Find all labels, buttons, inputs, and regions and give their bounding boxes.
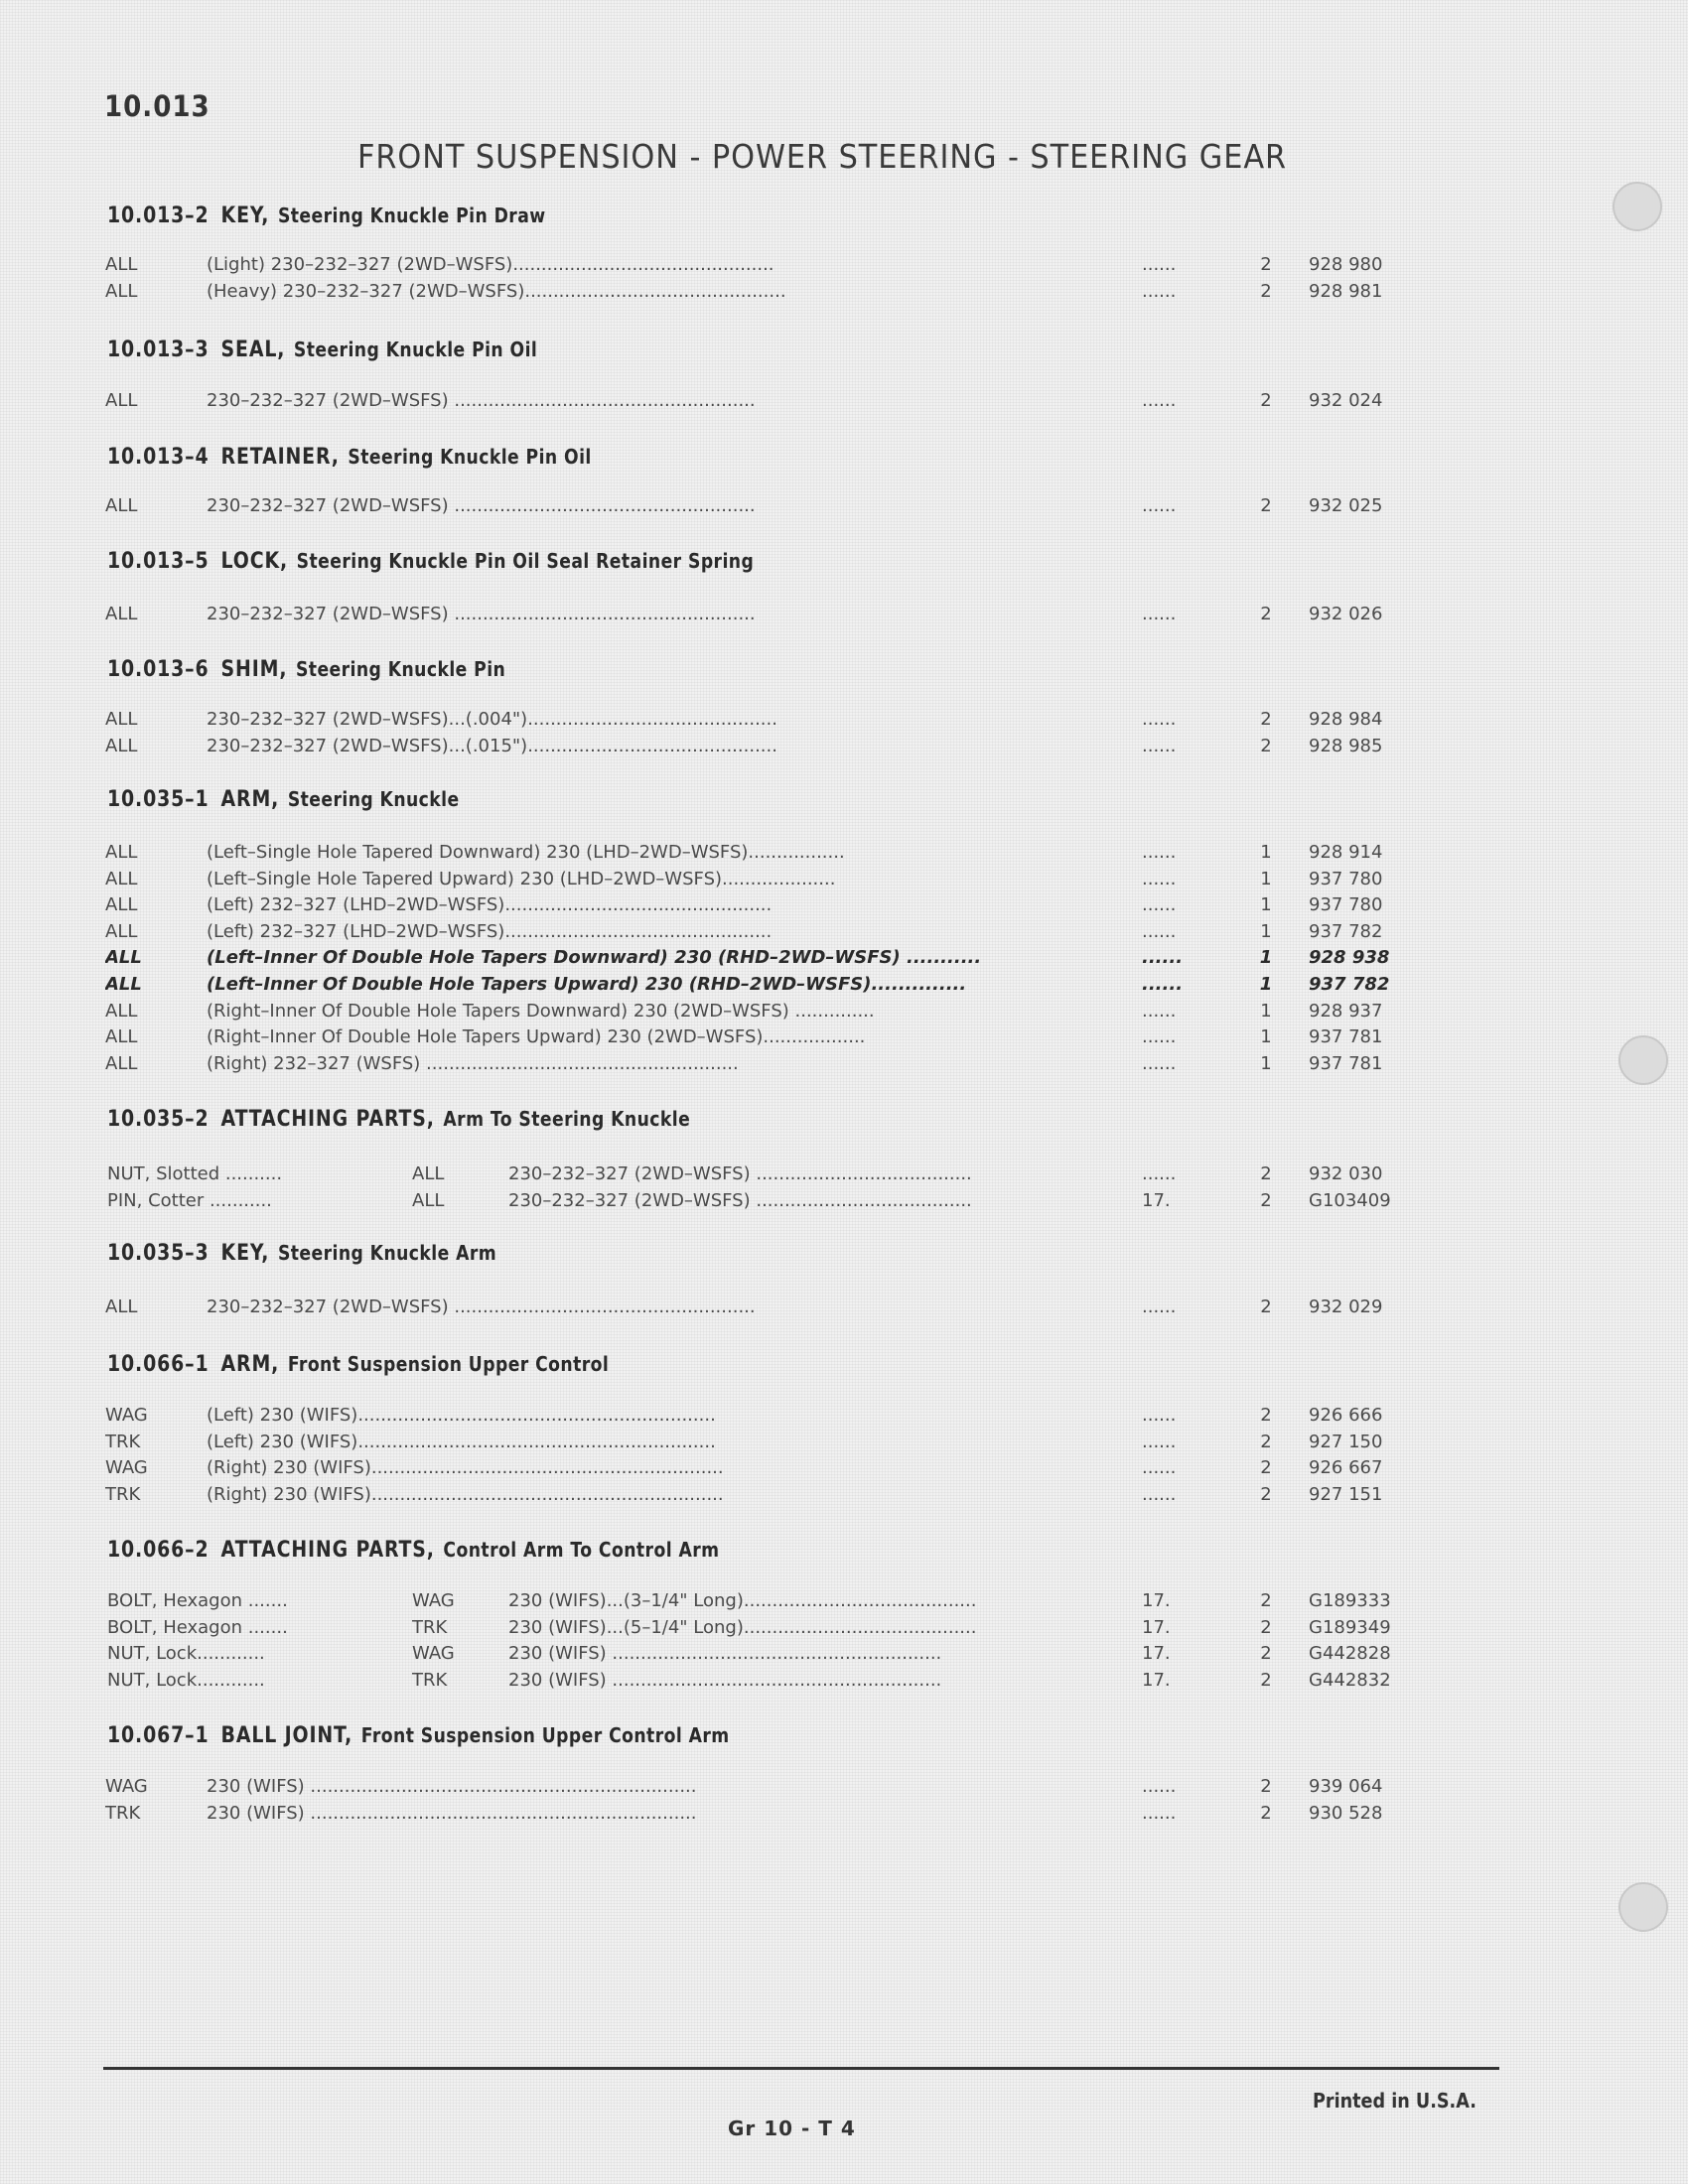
part-number: G442828 bbox=[1309, 1643, 1391, 1665]
part-number: 932 030 bbox=[1309, 1163, 1383, 1184]
quantity: 2 bbox=[1260, 1802, 1272, 1824]
leader-dots: ...... bbox=[1142, 1457, 1177, 1479]
model-code: ALL bbox=[105, 709, 138, 730]
item-description: 230 (WIFS)...(5–1/4" Long)......................................... bbox=[508, 1616, 977, 1638]
section-code: 10.035–3 bbox=[107, 1241, 210, 1266]
leader-dots: ...... bbox=[1142, 1405, 1177, 1426]
parts-row bbox=[0, 974, 1688, 1000]
ref-note: 17. bbox=[1142, 1643, 1171, 1665]
part-number: 926 667 bbox=[1309, 1457, 1383, 1479]
part-number: 927 150 bbox=[1309, 1431, 1383, 1452]
item-description: (Heavy) 230–232–327 (2WD–WSFS).............................................. bbox=[207, 280, 786, 302]
model-code: WAG bbox=[105, 1776, 148, 1797]
part-name: BOLT, Hexagon ....... bbox=[107, 1590, 288, 1611]
printed-in-label: Printed in U.S.A. bbox=[1313, 2089, 1477, 2113]
model-code: ALL bbox=[105, 254, 138, 275]
quantity: 2 bbox=[1260, 1776, 1272, 1797]
section-noun: ATTACHING PARTS, bbox=[220, 1107, 435, 1132]
item-description: (Left–Single Hole Tapered Upward) 230 (LHD–2WD–WSFS).................... bbox=[207, 868, 836, 889]
item-description: (Right) 230 (WIFS).............................................................. bbox=[207, 1457, 724, 1479]
leader-dots: ...... bbox=[1142, 1483, 1177, 1505]
section-noun: LOCK, bbox=[220, 549, 289, 574]
part-number: G189349 bbox=[1309, 1616, 1391, 1638]
part-number: 937 780 bbox=[1309, 894, 1383, 916]
model-code: ALL bbox=[105, 604, 138, 624]
part-name: NUT, Lock............ bbox=[107, 1643, 265, 1665]
section-header bbox=[107, 338, 537, 362]
part-number: 937 782 bbox=[1309, 920, 1383, 942]
item-description: 230–232–327 (2WD–WSFS) ..................................................... bbox=[207, 1297, 756, 1317]
item-description: 230–232–327 (2WD–WSFS) ...................................... bbox=[508, 1189, 972, 1211]
item-description: 230–232–327 (2WD–WSFS) ..................................................... bbox=[207, 495, 756, 516]
parts-row bbox=[0, 1776, 1688, 1802]
leader-dots: ...... bbox=[1142, 1802, 1177, 1824]
section-desc: Steering Knuckle Arm bbox=[277, 1241, 497, 1265]
parts-row bbox=[0, 1163, 1688, 1189]
leader-dots: ...... bbox=[1142, 604, 1177, 624]
parts-row bbox=[0, 1457, 1688, 1483]
section-desc: Steering Knuckle Pin Oil bbox=[293, 338, 538, 361]
leader-dots: ...... bbox=[1142, 868, 1177, 889]
part-number: 932 025 bbox=[1309, 495, 1383, 516]
section-header bbox=[107, 657, 505, 682]
item-description: 230–232–327 (2WD–WSFS) ..................................................... bbox=[207, 390, 756, 411]
section-desc: Steering Knuckle Pin Draw bbox=[277, 204, 546, 227]
leader-dots: ...... bbox=[1142, 735, 1177, 756]
section-code: 10.066–1 bbox=[107, 1352, 210, 1377]
model-code: ALL bbox=[105, 894, 138, 916]
part-number: 937 781 bbox=[1309, 1052, 1383, 1074]
leader-dots: ...... bbox=[1142, 1431, 1177, 1452]
section-noun: SEAL, bbox=[220, 338, 286, 362]
section-desc: Front Suspension Upper Control Arm bbox=[360, 1723, 730, 1747]
item-description: (Left) 232–327 (LHD–2WD–WSFS)............................................... bbox=[207, 894, 773, 916]
section-header bbox=[107, 1723, 730, 1748]
part-number: 928 981 bbox=[1309, 280, 1383, 302]
item-description: 230 (WIFS) .......................................................... bbox=[508, 1669, 942, 1691]
parts-row bbox=[0, 254, 1688, 280]
section-code: 10.067–1 bbox=[107, 1723, 210, 1748]
page-title: FRONT SUSPENSION - POWER STEERING - STEERING GEAR bbox=[357, 137, 1288, 176]
part-name: NUT, Lock............ bbox=[107, 1669, 265, 1691]
parts-row bbox=[0, 947, 1688, 973]
footer-rule bbox=[103, 2067, 1499, 2070]
item-description: 230–232–327 (2WD–WSFS) ..................................................... bbox=[207, 604, 756, 624]
quantity: 2 bbox=[1260, 1457, 1272, 1479]
parts-row bbox=[0, 1670, 1688, 1696]
quantity: 2 bbox=[1260, 1669, 1272, 1691]
part-number: 928 984 bbox=[1309, 709, 1383, 730]
section-desc: Control Arm To Control Arm bbox=[443, 1538, 720, 1562]
section-code: 10.066–2 bbox=[107, 1538, 210, 1563]
parts-row bbox=[0, 390, 1688, 416]
part-number: 928 985 bbox=[1309, 735, 1383, 756]
section-code: 10.013–3 bbox=[107, 338, 210, 362]
model-code: WAG bbox=[105, 1457, 148, 1479]
quantity: 1 bbox=[1260, 1000, 1272, 1022]
quantity: 1 bbox=[1260, 920, 1272, 942]
model-code: ALL bbox=[105, 868, 138, 889]
leader-dots: ...... bbox=[1142, 254, 1177, 275]
part-number: 927 151 bbox=[1309, 1483, 1383, 1505]
leader-dots: ...... bbox=[1142, 894, 1177, 916]
ref-note: 17. bbox=[1142, 1590, 1171, 1611]
ref-note: 17. bbox=[1142, 1616, 1171, 1638]
quantity: 1 bbox=[1259, 974, 1273, 995]
quantity: 2 bbox=[1260, 1643, 1272, 1665]
group-page-label: Gr 10 - T 4 bbox=[728, 2116, 856, 2140]
parts-row bbox=[0, 1617, 1688, 1643]
section-code: 10.013–4 bbox=[107, 445, 210, 470]
leader-dots: ...... bbox=[1142, 920, 1177, 942]
item-description: (Left–Inner Of Double Hole Tapers Upward) 230 (RHD–2WD–WSFS).............. bbox=[207, 974, 967, 995]
page-number: 10.013 bbox=[104, 89, 211, 123]
section-header bbox=[107, 1352, 609, 1377]
model-code: ALL bbox=[105, 920, 138, 942]
binder-hole-top bbox=[1613, 182, 1662, 231]
parts-row bbox=[0, 495, 1688, 521]
model-code: ALL bbox=[412, 1163, 445, 1184]
parts-row bbox=[0, 1803, 1688, 1829]
part-number: 937 781 bbox=[1309, 1026, 1383, 1048]
item-description: (Right) 232–327 (WSFS) ....................................................... bbox=[207, 1052, 739, 1074]
part-number: 930 528 bbox=[1309, 1802, 1383, 1824]
model-code: ALL bbox=[105, 947, 142, 969]
leader-dots: ...... bbox=[1142, 709, 1177, 730]
leader-dots: ...... bbox=[1142, 280, 1177, 302]
section-code: 10.035–1 bbox=[107, 787, 210, 812]
item-description: (Light) 230–232–327 (2WD–WSFS).............................................. bbox=[207, 254, 774, 275]
model-code: ALL bbox=[105, 1052, 138, 1074]
quantity: 2 bbox=[1260, 1189, 1272, 1211]
quantity: 1 bbox=[1260, 868, 1272, 889]
parts-row bbox=[0, 604, 1688, 629]
model-code: WAG bbox=[412, 1590, 455, 1611]
item-description: 230–232–327 (2WD–WSFS)...(.004")............................................ bbox=[207, 709, 777, 730]
model-code: ALL bbox=[105, 1026, 138, 1048]
section-code: 10.013–2 bbox=[107, 204, 210, 228]
section-header bbox=[107, 204, 546, 228]
model-code: WAG bbox=[105, 1405, 148, 1426]
leader-dots: ...... bbox=[1142, 1297, 1177, 1317]
item-description: 230 (WIFS) .......................................................... bbox=[508, 1643, 942, 1665]
quantity: 1 bbox=[1260, 1052, 1272, 1074]
parts-row bbox=[0, 869, 1688, 894]
quantity: 2 bbox=[1260, 254, 1272, 275]
item-description: (Right) 230 (WIFS).............................................................. bbox=[207, 1483, 724, 1505]
ref-note: ...... bbox=[1142, 1163, 1177, 1184]
parts-row bbox=[0, 1432, 1688, 1457]
model-code: ALL bbox=[105, 280, 138, 302]
quantity: 2 bbox=[1260, 1483, 1272, 1505]
part-number: 928 937 bbox=[1309, 1000, 1383, 1022]
leader-dots: ...... bbox=[1142, 390, 1177, 411]
part-number: 937 780 bbox=[1309, 868, 1383, 889]
quantity: 2 bbox=[1260, 1163, 1272, 1184]
section-noun: RETAINER, bbox=[220, 445, 340, 470]
section-noun: ATTACHING PARTS, bbox=[220, 1538, 435, 1563]
section-code: 10.013–5 bbox=[107, 549, 210, 574]
section-noun: ARM, bbox=[220, 1352, 280, 1377]
section-code: 10.035–2 bbox=[107, 1107, 210, 1132]
leader-dots: ...... bbox=[1142, 1052, 1177, 1074]
quantity: 2 bbox=[1260, 1405, 1272, 1426]
section-header bbox=[107, 1241, 496, 1266]
section-desc: Steering Knuckle Pin Oil bbox=[348, 445, 592, 469]
section-header bbox=[107, 787, 460, 812]
quantity: 2 bbox=[1260, 1590, 1272, 1611]
model-code: TRK bbox=[105, 1802, 141, 1824]
model-code: ALL bbox=[412, 1189, 445, 1211]
model-code: WAG bbox=[412, 1643, 455, 1665]
leader-dots: ...... bbox=[1142, 1026, 1177, 1048]
item-description: (Left–Inner Of Double Hole Tapers Downward) 230 (RHD–2WD–WSFS) ........... bbox=[207, 947, 982, 969]
quantity: 2 bbox=[1260, 280, 1272, 302]
model-code: ALL bbox=[105, 390, 138, 411]
section-noun: ARM, bbox=[220, 787, 280, 812]
model-code: ALL bbox=[105, 974, 142, 995]
model-code: ALL bbox=[105, 735, 138, 756]
quantity: 2 bbox=[1260, 390, 1272, 411]
part-number: 928 938 bbox=[1309, 947, 1390, 969]
item-description: 230–232–327 (2WD–WSFS)...(.015")............................................ bbox=[207, 735, 777, 756]
section-desc: Steering Knuckle Pin Oil Seal Retainer Spring bbox=[296, 549, 755, 573]
section-code: 10.013–6 bbox=[107, 657, 210, 682]
part-number: 928 980 bbox=[1309, 254, 1383, 275]
ref-note: 17. bbox=[1142, 1669, 1171, 1691]
part-number: 939 064 bbox=[1309, 1776, 1383, 1797]
item-description: (Left–Single Hole Tapered Downward) 230 (LHD–2WD–WSFS)................. bbox=[207, 842, 845, 863]
part-number: 926 666 bbox=[1309, 1405, 1383, 1426]
model-code: TRK bbox=[412, 1616, 448, 1638]
model-code: ALL bbox=[105, 1297, 138, 1317]
part-number: 932 029 bbox=[1309, 1297, 1383, 1317]
model-code: ALL bbox=[105, 1000, 138, 1022]
leader-dots: ...... bbox=[1142, 1776, 1177, 1797]
part-name: PIN, Cotter ........... bbox=[107, 1189, 272, 1211]
ref-note: 17. bbox=[1142, 1189, 1171, 1211]
section-noun: BALL JOINT, bbox=[220, 1723, 353, 1748]
section-desc: Arm To Steering Knuckle bbox=[443, 1107, 691, 1131]
parts-row bbox=[0, 1484, 1688, 1510]
item-description: (Right–Inner Of Double Hole Tapers Downward) 230 (2WD–WSFS) .............. bbox=[207, 1000, 875, 1022]
item-description: 230 (WIFS) .................................................................... bbox=[207, 1802, 697, 1824]
quantity: 1 bbox=[1259, 947, 1273, 969]
section-header bbox=[107, 1107, 690, 1132]
item-description: (Left) 232–327 (LHD–2WD–WSFS)............................................... bbox=[207, 920, 773, 942]
item-description: (Left) 230 (WIFS)............................................................... bbox=[207, 1405, 716, 1426]
parts-row bbox=[0, 1190, 1688, 1216]
parts-row bbox=[0, 1053, 1688, 1079]
part-number: 937 782 bbox=[1309, 974, 1390, 995]
parts-row bbox=[0, 1026, 1688, 1052]
part-number: G103409 bbox=[1309, 1189, 1391, 1211]
section-noun: KEY, bbox=[220, 1241, 270, 1266]
leader-dots: ...... bbox=[1142, 495, 1177, 516]
parts-row bbox=[0, 1405, 1688, 1431]
parts-row bbox=[0, 1001, 1688, 1026]
binder-hole-bottom bbox=[1618, 1882, 1668, 1932]
quantity: 2 bbox=[1260, 1297, 1272, 1317]
section-desc: Steering Knuckle Pin bbox=[295, 657, 506, 681]
parts-row bbox=[0, 1643, 1688, 1669]
part-number: G442832 bbox=[1309, 1669, 1391, 1691]
section-header bbox=[107, 445, 592, 470]
leader-dots: ...... bbox=[1142, 947, 1184, 969]
quantity: 2 bbox=[1260, 604, 1272, 624]
model-code: TRK bbox=[412, 1669, 448, 1691]
section-desc: Front Suspension Upper Control bbox=[287, 1352, 610, 1376]
leader-dots: ...... bbox=[1142, 974, 1184, 995]
quantity: 1 bbox=[1260, 842, 1272, 863]
quantity: 2 bbox=[1260, 495, 1272, 516]
part-number: 932 024 bbox=[1309, 390, 1383, 411]
quantity: 2 bbox=[1260, 1431, 1272, 1452]
item-description: 230–232–327 (2WD–WSFS) ...................................... bbox=[508, 1163, 972, 1184]
leader-dots: ...... bbox=[1142, 842, 1177, 863]
section-header bbox=[107, 549, 754, 574]
part-name: NUT, Slotted .......... bbox=[107, 1163, 283, 1184]
quantity: 1 bbox=[1260, 1026, 1272, 1048]
quantity: 2 bbox=[1260, 735, 1272, 756]
parts-row bbox=[0, 1297, 1688, 1322]
part-number: 928 914 bbox=[1309, 842, 1383, 863]
part-number: 932 026 bbox=[1309, 604, 1383, 624]
section-noun: SHIM, bbox=[220, 657, 288, 682]
parts-row bbox=[0, 842, 1688, 868]
item-description: 230 (WIFS) .................................................................... bbox=[207, 1776, 697, 1797]
part-number: G189333 bbox=[1309, 1590, 1391, 1611]
parts-row bbox=[0, 709, 1688, 735]
parts-row bbox=[0, 894, 1688, 920]
quantity: 1 bbox=[1260, 894, 1272, 916]
part-name: BOLT, Hexagon ....... bbox=[107, 1616, 288, 1638]
model-code: TRK bbox=[105, 1483, 141, 1505]
section-noun: KEY, bbox=[220, 204, 270, 228]
parts-row bbox=[0, 281, 1688, 307]
model-code: ALL bbox=[105, 495, 138, 516]
parts-row bbox=[0, 1590, 1688, 1616]
section-desc: Steering Knuckle bbox=[287, 787, 460, 811]
item-description: (Right–Inner Of Double Hole Tapers Upward) 230 (2WD–WSFS).................. bbox=[207, 1026, 866, 1048]
model-code: ALL bbox=[105, 842, 138, 863]
leader-dots: ...... bbox=[1142, 1000, 1177, 1022]
model-code: TRK bbox=[105, 1431, 141, 1452]
section-header bbox=[107, 1538, 719, 1563]
parts-row bbox=[0, 736, 1688, 761]
quantity: 2 bbox=[1260, 709, 1272, 730]
parts-row bbox=[0, 921, 1688, 947]
item-description: 230 (WIFS)...(3–1/4" Long)......................................... bbox=[508, 1590, 977, 1611]
item-description: (Left) 230 (WIFS)............................................................... bbox=[207, 1431, 716, 1452]
quantity: 2 bbox=[1260, 1616, 1272, 1638]
